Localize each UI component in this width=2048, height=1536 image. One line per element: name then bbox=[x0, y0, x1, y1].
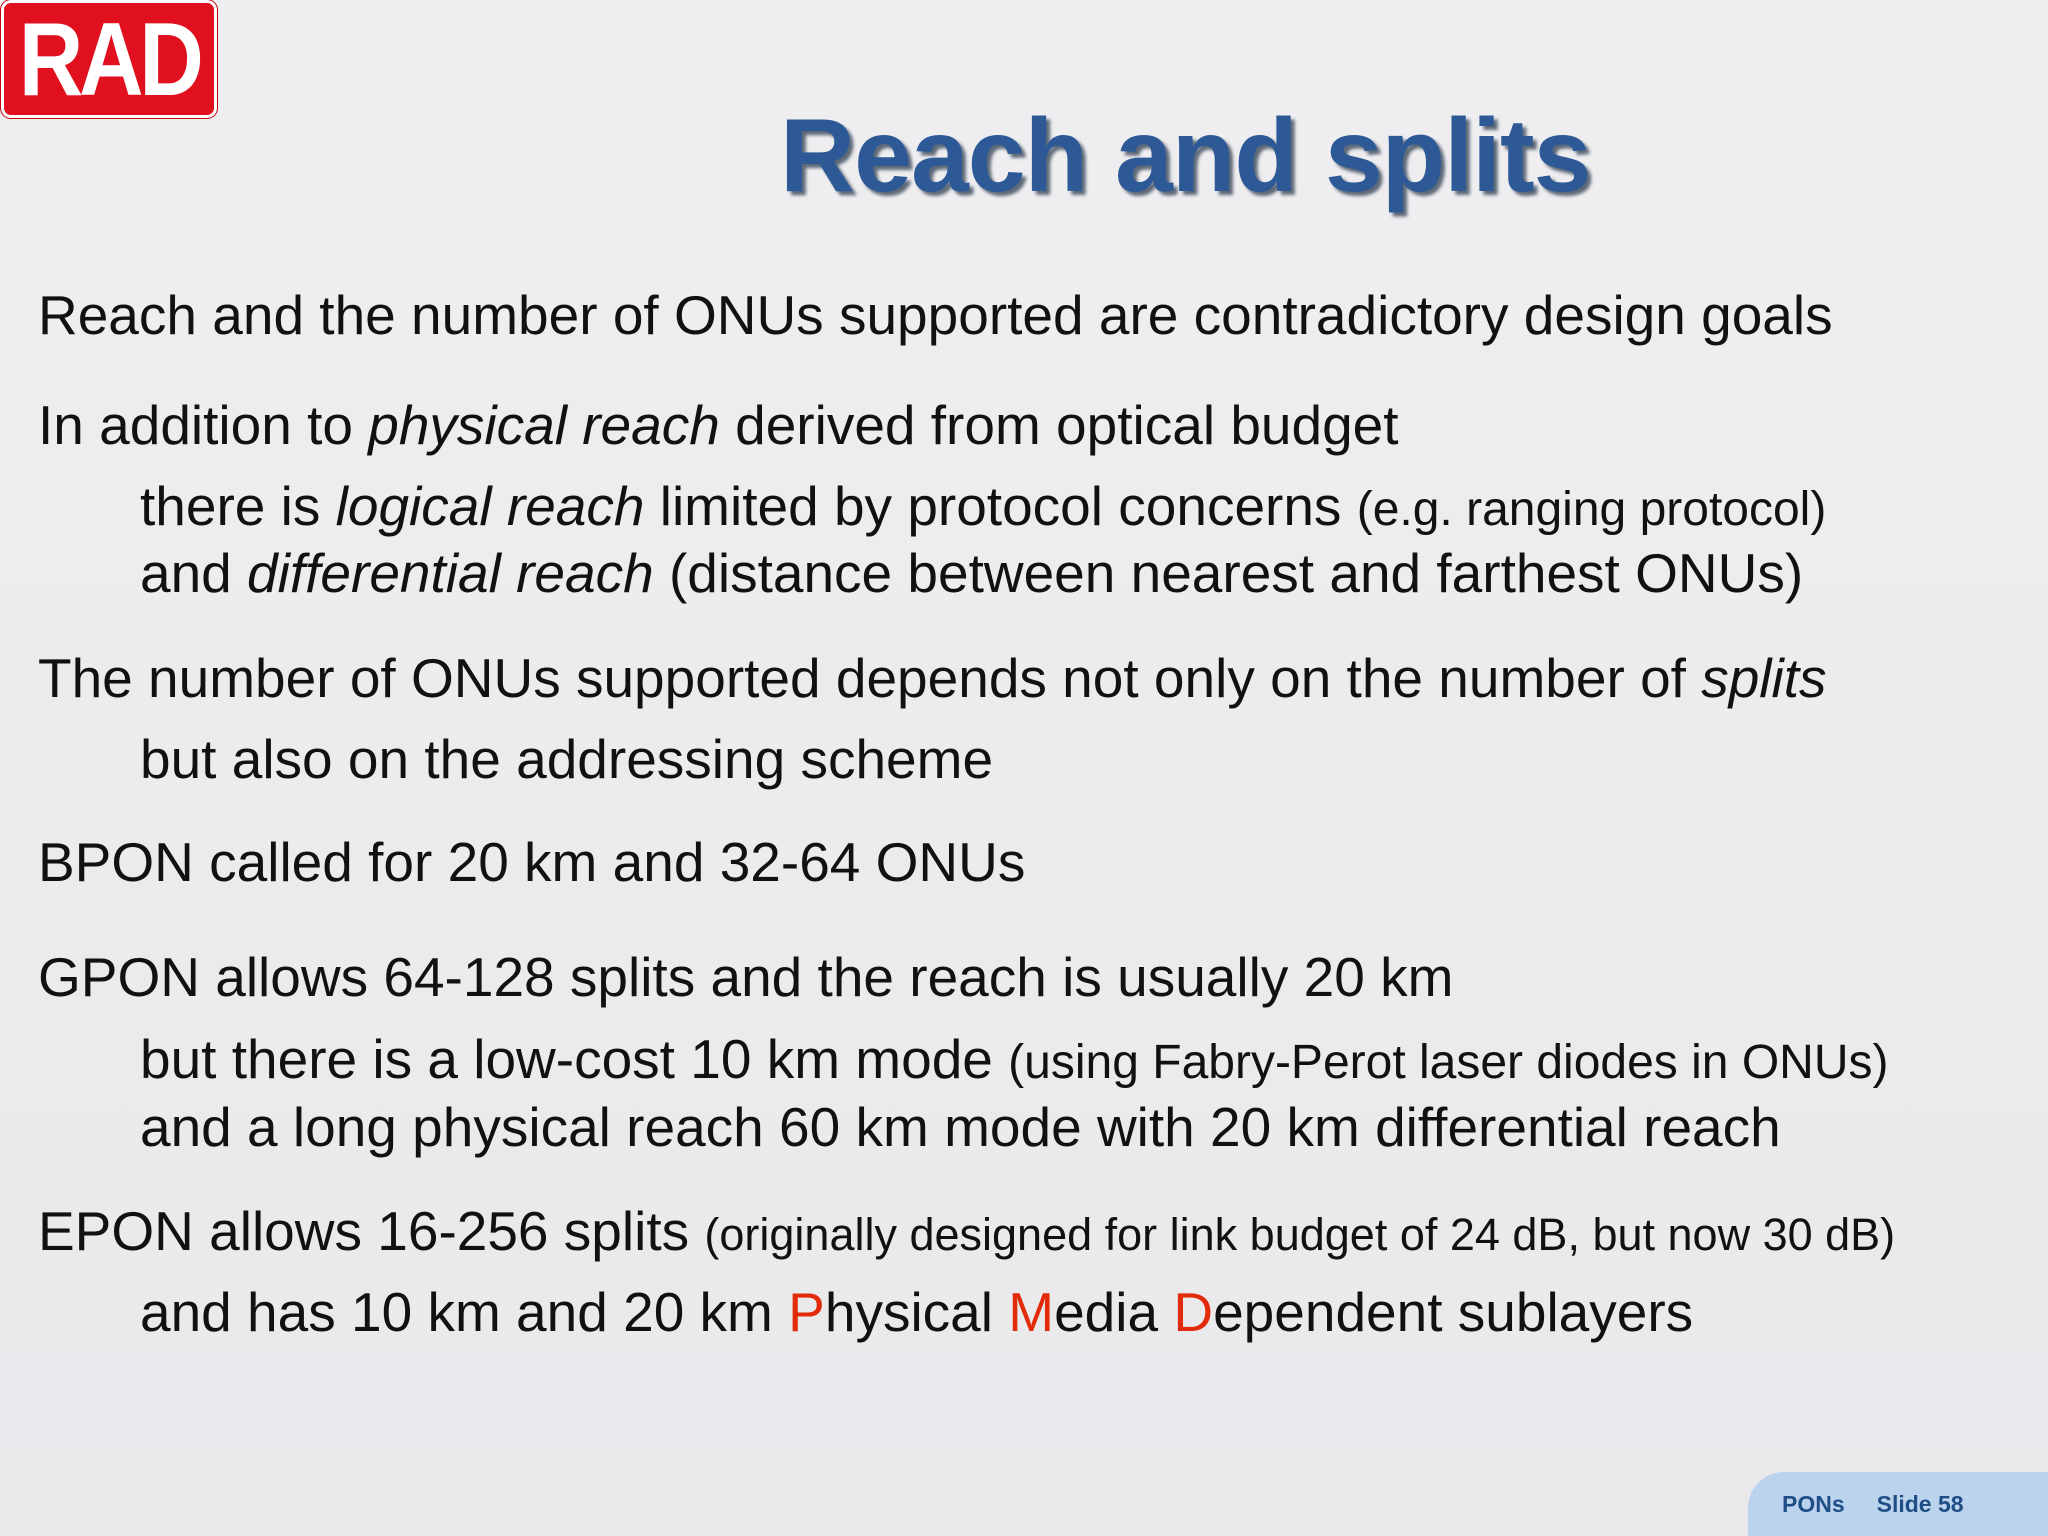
slide-title: Reach and splits bbox=[780, 98, 1591, 214]
bullet-text: hysical bbox=[824, 1281, 1009, 1343]
bullet-text: but there is a low-cost 10 km mode bbox=[140, 1028, 1009, 1090]
bullet-text: ependent sublayers bbox=[1213, 1281, 1694, 1343]
bullet-physical-reach bbox=[38, 394, 1399, 456]
bullet-bpon: BPON called for 20 km and 32-64 ONUs bbox=[38, 831, 1026, 893]
bullet-reach-contradictory: Reach and the number of ONUs supported are contradictory design goals bbox=[38, 284, 1833, 346]
emphasis-physical-reach: physical reach bbox=[368, 394, 720, 456]
rad-logo-text: RAD bbox=[18, 2, 200, 118]
footer-section: PONs bbox=[1782, 1490, 1845, 1517]
accent-letter-p: P bbox=[788, 1281, 825, 1343]
bullet-text: and has 10 km and 20 km bbox=[140, 1281, 789, 1343]
accent-letter-m: M bbox=[1008, 1281, 1055, 1343]
subbullet-gpon-long-reach: and a long physical reach 60 km mode with 20 km differential reach bbox=[140, 1096, 1781, 1158]
subbullet-addressing-scheme: but also on the addressing scheme bbox=[140, 728, 994, 790]
bullet-note: (originally designed for link budget of 24 dB, but now 30 dB) bbox=[704, 1209, 1896, 1260]
bullet-text: and bbox=[140, 542, 248, 604]
bullet-text: EPON allows 16-256 splits bbox=[38, 1200, 705, 1262]
bullet-text: edia bbox=[1054, 1281, 1174, 1343]
subbullet-logical-reach bbox=[140, 475, 1827, 537]
bullet-number-of-onus bbox=[38, 647, 1827, 709]
accent-letter-d: D bbox=[1173, 1281, 1214, 1343]
rad-logo bbox=[1, 0, 217, 118]
bullet-text: limited by protocol concerns bbox=[644, 475, 1357, 537]
bullet-epon bbox=[38, 1200, 1896, 1262]
subbullet-gpon-low-cost bbox=[140, 1028, 1889, 1090]
bullet-text: In addition to bbox=[38, 394, 369, 456]
bullet-text: there is bbox=[140, 475, 336, 537]
footer-slide-number: Slide 58 bbox=[1876, 1490, 1964, 1517]
bullet-text: The number of ONUs supported depends not only on the number of bbox=[38, 647, 1702, 709]
bullet-gpon: GPON allows 64-128 splits and the reach is usually 20 km bbox=[38, 946, 1454, 1008]
emphasis-differential-reach: differential reach bbox=[247, 542, 654, 604]
subbullet-differential-reach bbox=[140, 542, 1804, 604]
bullet-text: derived from optical budget bbox=[719, 394, 1399, 456]
bullet-note: (e.g. ranging protocol) bbox=[1356, 483, 1827, 536]
bullet-note: (using Fabry-Perot laser diodes in ONUs) bbox=[1008, 1036, 1889, 1089]
emphasis-splits: splits bbox=[1701, 647, 1827, 709]
slide-footer bbox=[1748, 1472, 2048, 1536]
subbullet-epon-pmd bbox=[140, 1281, 1694, 1343]
emphasis-logical-reach: logical reach bbox=[335, 475, 645, 537]
bullet-text: (distance between nearest and farthest ONUs) bbox=[653, 542, 1804, 604]
